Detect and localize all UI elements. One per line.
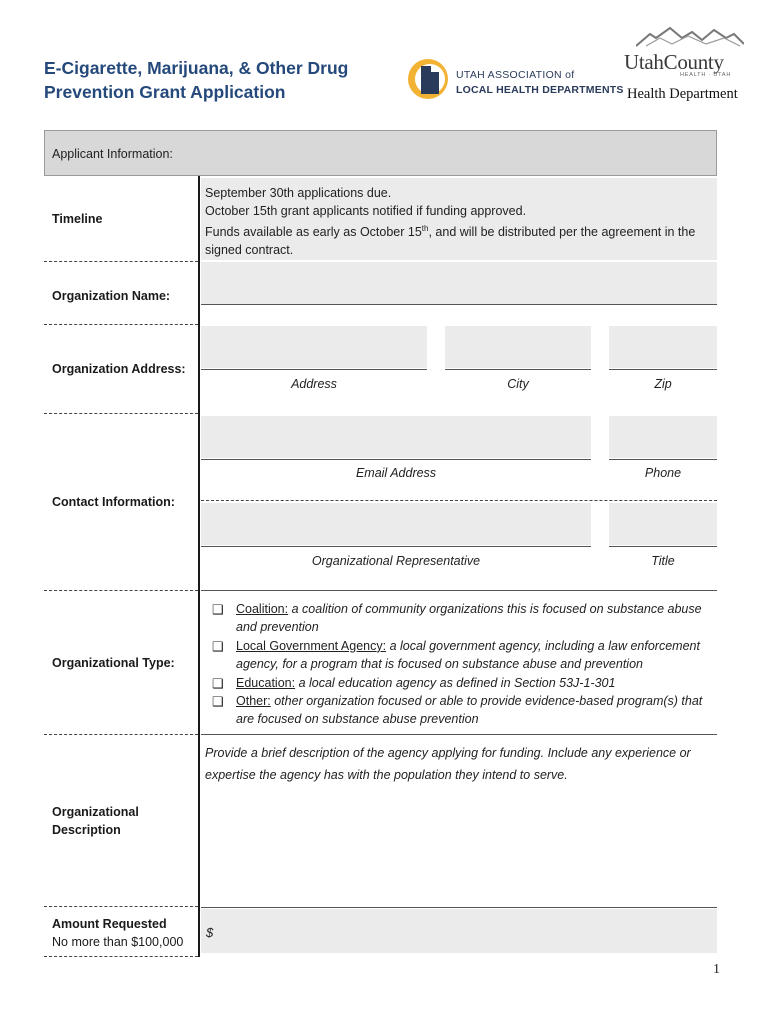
title-input[interactable] (609, 503, 717, 545)
row-divider (44, 413, 198, 414)
email-sublabel: Email Address (355, 466, 437, 480)
organization-address-label: Organization Address: (52, 362, 186, 376)
timeline-line-3b: , and will be distributed per the agreement in the (428, 225, 696, 240)
uald-name-line1: UTAH ASSOCIATION of (456, 69, 575, 81)
field-underline (201, 734, 717, 735)
option-description: a coalition of community organizations this is focused on substance abuse and prevention (236, 602, 702, 635)
uald-logo-icon (407, 56, 449, 102)
field-underline (609, 546, 717, 547)
phone-input[interactable] (609, 416, 717, 458)
phone-sublabel: Phone (644, 466, 682, 480)
organization-name-label: Organization Name: (52, 289, 171, 303)
representative-sublabel: Organizational Representative (311, 554, 481, 568)
option-description: a local government agency, including a law enforcement agency, for a program that is focused on substance abuse and prevention (236, 638, 700, 672)
option-description: a local education agency as defined in Section 53J-1-301 (298, 675, 616, 690)
column-divider (198, 176, 200, 957)
currency-symbol: $ (206, 925, 214, 940)
option-name: Local Government Agency: (236, 638, 387, 653)
option-name: Coalition: (236, 602, 289, 616)
timeline-line-3 (205, 220, 713, 241)
utah-county-logo-subtext: HEALTH · UTAH (680, 72, 732, 78)
zip-input[interactable] (609, 326, 717, 368)
page-number: 1 (713, 962, 720, 977)
contact-information-label: Contact Information: (52, 495, 175, 509)
field-underline (609, 369, 717, 370)
org-type-option-coalition[interactable] (212, 600, 712, 637)
field-underline (201, 546, 591, 547)
city-sublabel: City (507, 377, 529, 391)
timeline-text (205, 184, 713, 259)
zip-sublabel: Zip (654, 377, 672, 391)
checkbox-icon[interactable]: ❑ (212, 638, 224, 654)
row-divider (44, 261, 198, 262)
field-underline (609, 459, 717, 460)
address-sublabel: Address (291, 377, 337, 391)
option-name: Education: (236, 675, 296, 690)
organizational-type-options (212, 600, 712, 729)
uald-name-line2: LOCAL HEALTH DEPARTMENTS (456, 84, 624, 96)
applicant-info-label: Applicant Information: (52, 147, 173, 161)
checkbox-icon[interactable]: ❑ (212, 694, 224, 710)
title-line-2: Prevention Grant Application (44, 82, 286, 102)
option-name: Other: (236, 694, 271, 709)
timeline-line-2: October 15th grant applicants notified if funding approved. (205, 204, 527, 218)
org-type-option-local-government[interactable] (212, 637, 712, 674)
description-label-line-2: Description (52, 823, 121, 837)
email-input[interactable] (201, 416, 591, 458)
address-input[interactable] (201, 326, 427, 368)
timeline-label: Timeline (52, 212, 103, 226)
org-type-option-other[interactable] (212, 692, 712, 729)
page-title (44, 56, 374, 104)
option-description: other organization focused or able to provide evidence-based program(s) that are focused on substance abuse prevention (236, 694, 703, 727)
field-underline (201, 304, 717, 305)
amount-limit: No more than $100,000 (52, 935, 184, 949)
amount-requested-input[interactable] (201, 909, 717, 953)
checkbox-icon[interactable]: ❑ (212, 602, 224, 617)
utah-county-logo-text: UtahCounty (624, 50, 724, 74)
description-label-line-1: Organizational (52, 805, 139, 819)
organization-name-input[interactable] (201, 262, 717, 304)
field-separator (201, 500, 717, 501)
row-divider (44, 324, 198, 325)
organizational-description-prompt[interactable]: Provide a brief description of the agency applying for funding. Include any experience or expertise the agency has with the population they intend to serve. (205, 746, 691, 782)
checkbox-icon[interactable]: ❑ (212, 675, 224, 691)
timeline-sup: th (421, 224, 429, 233)
organizational-description-label (52, 803, 139, 839)
representative-input[interactable] (201, 503, 591, 545)
org-type-option-education[interactable] (212, 674, 712, 692)
field-underline (201, 590, 717, 591)
field-underline (201, 369, 427, 370)
field-underline (201, 459, 591, 460)
row-divider (44, 906, 198, 907)
city-input[interactable] (445, 326, 591, 368)
title-sublabel: Title (651, 554, 675, 568)
field-underline (201, 907, 717, 908)
row-divider (44, 734, 198, 735)
organizational-type-label: Organizational Type: (52, 656, 175, 670)
title-line-1: E-Cigarette, Marijuana, & Other Drug (44, 58, 349, 78)
health-department-text: Health Department (627, 86, 738, 102)
timeline-line-3a: Funds available as early as October 15 (205, 225, 422, 240)
row-divider (44, 956, 198, 957)
mountain-logo-icon (636, 26, 744, 48)
row-divider (44, 590, 198, 591)
field-underline (445, 369, 591, 370)
timeline-line-4: signed contract. (205, 243, 294, 258)
amount-requested-title: Amount Requested (52, 917, 167, 931)
timeline-line-1: September 30th applications due. (205, 186, 392, 200)
amount-requested-label (52, 915, 183, 951)
